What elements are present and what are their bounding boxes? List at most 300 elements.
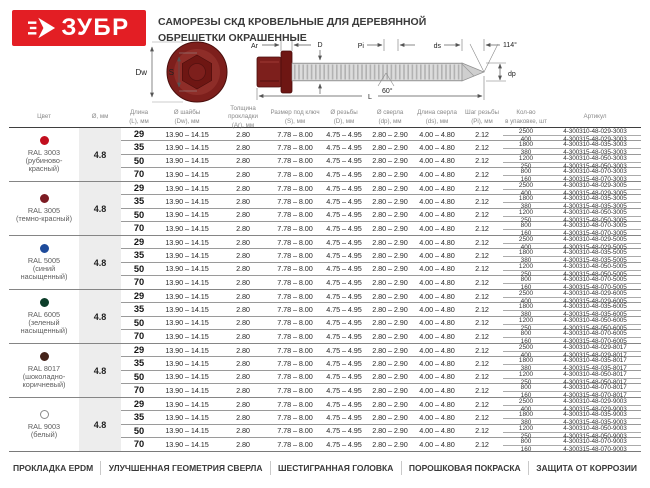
value-cell: 2.80 – 2.90 (372, 183, 408, 193)
article-cell: 4-300310-48-029-9003 (563, 398, 627, 405)
table-row (121, 209, 641, 222)
pack-row (503, 303, 641, 311)
value-cell: 4.00 – 4.80 (419, 372, 455, 382)
pack-row (503, 371, 641, 379)
color-swatch-dot (40, 298, 49, 307)
value-cell: 13.90 – 14.15 (165, 169, 209, 179)
header-line: Ø шайбы (173, 109, 201, 117)
value-cell: 2.12 (475, 412, 489, 422)
table-row (121, 411, 641, 427)
qty-cell: 1200 (518, 316, 534, 324)
feature-item: ПОРОШКОВАЯ ПОКРАСКА (408, 463, 521, 473)
ral-name: RAL 8017 (27, 363, 61, 373)
pack-row (503, 384, 641, 392)
qty-cell: 250 (520, 162, 532, 170)
article-cell: 4-300315-48-050-3003 (563, 162, 627, 170)
value-cell: 7.78 – 8.00 (277, 183, 313, 193)
value-cell: 13.90 – 14.15 (165, 183, 209, 193)
column-header (549, 113, 641, 121)
value-cell: 2.80 – 2.90 (372, 156, 408, 166)
value-cell: 2.80 – 2.90 (372, 345, 408, 355)
column-header (9, 113, 79, 121)
column-header (321, 109, 367, 125)
value-cell: 7.78 – 8.00 (277, 372, 313, 382)
value-cell: 4.75 – 4.95 (326, 183, 362, 193)
color-group (9, 181, 641, 235)
pack-cell (503, 182, 641, 197)
value-cell: 4.75 – 4.95 (326, 318, 362, 328)
pack-row (503, 290, 641, 298)
value-cell: 2.80 (236, 223, 250, 233)
pack-cell (503, 384, 641, 397)
table-row (121, 357, 641, 373)
length-cell: 29 (133, 345, 145, 356)
table-row (121, 303, 641, 319)
value-cell: 13.90 – 14.15 (165, 331, 209, 341)
table-row (121, 182, 641, 195)
pack-cell (503, 128, 641, 143)
value-cell: 4.75 – 4.95 (326, 223, 362, 233)
table-row (121, 222, 641, 235)
qty-cell: 1200 (518, 208, 534, 216)
value-cell: 4.00 – 4.80 (419, 196, 455, 206)
value-cell: 2.12 (475, 385, 489, 395)
value-cell: 4.75 – 4.95 (326, 439, 362, 449)
article-cell: 4-300315-48-035-8017 (563, 365, 627, 373)
ral-description: (шоколадно-коричневый) (22, 371, 66, 389)
qty-cell: 800 (520, 383, 532, 391)
value-cell: 2.80 – 2.90 (372, 277, 408, 287)
value-cell: 7.78 – 8.00 (277, 426, 313, 436)
value-cell: 7.78 – 8.00 (277, 250, 313, 260)
feature-divider (100, 461, 101, 475)
pack-row (503, 357, 641, 365)
header-line: Кол-во (516, 109, 536, 117)
color-group (9, 397, 641, 451)
value-cell: 2.80 – 2.90 (372, 291, 408, 301)
article-cell: 4-300310-48-070-9003 (563, 437, 627, 445)
article-cell: 4-300315-48-035-9003 (563, 419, 627, 427)
qty-cell: 800 (520, 437, 532, 445)
value-cell: 4.75 – 4.95 (326, 264, 362, 274)
value-cell: 13.90 – 14.15 (165, 223, 209, 233)
value-cell: 4.00 – 4.80 (419, 412, 455, 422)
dim-label-dw: Dw (135, 68, 147, 77)
value-cell: 2.80 (236, 277, 250, 287)
value-cell: 2.12 (475, 399, 489, 409)
color-swatch-dot (40, 244, 49, 253)
qty-cell: 160 (520, 175, 532, 183)
value-cell: 4.75 – 4.95 (326, 412, 362, 422)
table-row (121, 168, 641, 181)
value-cell: 2.80 (236, 358, 250, 368)
value-cell: 7.78 – 8.00 (277, 358, 313, 368)
pack-row (503, 209, 641, 217)
qty-cell: 400 (520, 244, 532, 251)
pack-row (503, 222, 641, 230)
qty-cell: 800 (520, 329, 532, 337)
length-cell: 70 (133, 331, 145, 342)
pack-cell (503, 141, 641, 157)
value-cell: 2.80 – 2.90 (372, 129, 408, 139)
pack-row (503, 446, 641, 453)
article-cell: 4-300315-48-050-3005 (563, 216, 627, 224)
page-header (0, 0, 650, 108)
column-header (461, 109, 503, 125)
qty-cell: 400 (520, 352, 532, 359)
screw-front-view (135, 42, 227, 102)
value-cell: 2.12 (475, 156, 489, 166)
feature-divider (270, 461, 271, 475)
pack-row (503, 195, 641, 203)
value-cell: 13.90 – 14.15 (165, 237, 209, 247)
value-cell: 2.80 (236, 196, 250, 206)
pack-cell (503, 236, 641, 251)
value-cell: 4.00 – 4.80 (419, 277, 455, 287)
qty-cell: 250 (520, 216, 532, 224)
value-cell: 13.90 – 14.15 (165, 412, 209, 422)
value-cell: 2.12 (475, 210, 489, 220)
value-cell: 7.78 – 8.00 (277, 385, 313, 395)
article-cell: 4-300310-48-070-5005 (563, 275, 627, 283)
value-cell: 7.78 – 8.00 (277, 291, 313, 301)
length-cell: 70 (133, 439, 145, 450)
value-cell: 2.80 – 2.90 (372, 412, 408, 422)
color-group (9, 289, 641, 343)
value-cell: 4.75 – 4.95 (326, 345, 362, 355)
value-cell: 7.78 – 8.00 (277, 304, 313, 314)
zubr-logo (12, 10, 146, 46)
article-cell: 4-300315-48-070-3005 (563, 229, 627, 237)
table-row (121, 438, 641, 451)
value-cell: 4.00 – 4.80 (419, 223, 455, 233)
value-cell: 4.75 – 4.95 (326, 385, 362, 395)
table-row (121, 317, 641, 330)
value-cell: 2.80 – 2.90 (372, 250, 408, 260)
value-cell: 7.78 – 8.00 (277, 129, 313, 139)
length-cell: 50 (133, 425, 145, 436)
ral-name: RAL 9003 (27, 421, 61, 431)
value-cell: 4.75 – 4.95 (326, 372, 362, 382)
dim-label-dp: dp (508, 71, 516, 78)
qty-cell: 400 (520, 136, 532, 143)
header-line: (S), мм (284, 117, 306, 125)
table-row (121, 425, 641, 438)
value-cell: 4.00 – 4.80 (419, 331, 455, 341)
qty-cell: 380 (520, 365, 532, 373)
value-cell: 2.80 (236, 345, 250, 355)
qty-cell: 160 (520, 229, 532, 237)
article-cell: 4-300310-48-029-3003 (563, 128, 627, 135)
ral-name: RAL 3005 (27, 205, 61, 215)
feature-item: ПРОКЛАДКА EPDM (13, 463, 94, 473)
group-rows (121, 398, 641, 451)
length-cell: 50 (133, 371, 145, 382)
value-cell: 2.80 (236, 169, 250, 179)
group-rows (121, 290, 641, 343)
article-cell: 4-300310-48-035-5005 (563, 249, 627, 257)
qty-cell: 160 (520, 283, 532, 291)
pack-cell (503, 262, 641, 278)
ral-description: (рубиново-красный) (25, 155, 63, 173)
group-rows (121, 128, 641, 181)
value-cell: 2.12 (475, 196, 489, 206)
value-cell: 4.00 – 4.80 (419, 183, 455, 193)
qty-cell: 1800 (518, 357, 534, 365)
article-cell: 4-300310-48-035-6005 (563, 303, 627, 311)
pack-cell (503, 222, 641, 235)
article-cell: 4-300310-48-035-9003 (563, 411, 627, 419)
qty-cell: 1200 (518, 424, 534, 432)
pack-cell (503, 303, 641, 319)
value-cell: 7.78 – 8.00 (277, 210, 313, 220)
color-cell (9, 236, 79, 289)
ral-name: RAL 3003 (27, 147, 61, 157)
value-cell: 2.12 (475, 358, 489, 368)
value-cell: 2.12 (475, 169, 489, 179)
header-line: Ø, мм (91, 113, 109, 121)
article-cell: 4-300315-48-029-9003 (563, 406, 627, 413)
qty-cell: 2500 (518, 290, 534, 297)
qty-cell: 400 (520, 298, 532, 305)
header-line: (D), мм (333, 117, 355, 125)
value-cell: 2.12 (475, 264, 489, 274)
value-cell: 13.90 – 14.15 (165, 372, 209, 382)
table-row (121, 290, 641, 303)
color-cell (9, 290, 79, 343)
value-cell: 7.78 – 8.00 (277, 142, 313, 152)
header-line: Толщина прокладки (228, 105, 258, 121)
article-cell: 4-300315-48-035-3005 (563, 203, 627, 211)
pack-row (503, 411, 641, 419)
value-cell: 2.80 – 2.90 (372, 358, 408, 368)
color-swatch-dot (40, 352, 49, 361)
value-cell: 2.80 (236, 237, 250, 247)
table-row (121, 398, 641, 411)
column-header (269, 109, 321, 125)
pack-row (503, 128, 641, 136)
value-cell: 2.80 – 2.90 (372, 264, 408, 274)
value-cell: 7.78 – 8.00 (277, 277, 313, 287)
value-cell: 2.80 – 2.90 (372, 426, 408, 436)
feature-item: ЗАЩИТА ОТ КОРРОЗИИ (536, 463, 637, 473)
header-line: (Ar), мм (231, 121, 255, 129)
value-cell: 2.80 – 2.90 (372, 372, 408, 382)
article-cell: 4-300310-48-070-6005 (563, 329, 627, 337)
pack-cell (503, 398, 641, 413)
length-cell: 35 (133, 412, 145, 423)
value-cell: 2.80 (236, 210, 250, 220)
pack-row (503, 236, 641, 244)
value-cell: 7.78 – 8.00 (277, 345, 313, 355)
value-cell: 2.80 (236, 304, 250, 314)
qty-cell: 2500 (518, 236, 534, 243)
article-cell: 4-300315-48-029-5005 (563, 244, 627, 251)
dim-label-l: L (368, 94, 372, 101)
value-cell: 13.90 – 14.15 (165, 196, 209, 206)
table-row (121, 330, 641, 343)
value-cell: 2.80 – 2.90 (372, 385, 408, 395)
header-line: Ø сверла (376, 109, 404, 117)
pack-cell (503, 357, 641, 373)
qty-cell: 400 (520, 190, 532, 197)
value-cell: 13.90 – 14.15 (165, 291, 209, 301)
value-cell: 4.00 – 4.80 (419, 169, 455, 179)
column-header (217, 105, 269, 129)
value-cell: 13.90 – 14.15 (165, 142, 209, 152)
value-cell: 2.80 (236, 412, 250, 422)
value-cell: 4.75 – 4.95 (326, 129, 362, 139)
value-cell: 2.12 (475, 372, 489, 382)
article-cell: 4-300315-48-070-3003 (563, 175, 627, 183)
qty-cell: 2500 (518, 344, 534, 351)
qty-cell: 1800 (518, 303, 534, 311)
length-cell: 29 (133, 399, 145, 410)
value-cell: 4.00 – 4.80 (419, 142, 455, 152)
pack-row (503, 182, 641, 190)
pack-row (503, 263, 641, 271)
spec-table (9, 105, 641, 453)
pack-cell (503, 208, 641, 224)
length-cell: 70 (133, 169, 145, 180)
pack-row (503, 276, 641, 284)
value-cell: 2.80 (236, 156, 250, 166)
article-cell: 4-300310-48-050-3005 (563, 208, 627, 216)
column-header (79, 113, 121, 121)
qty-cell: 160 (520, 445, 532, 453)
article-cell: 4-300310-48-035-8017 (563, 357, 627, 365)
table-row (121, 128, 641, 141)
value-cell: 4.75 – 4.95 (326, 399, 362, 409)
column-header (157, 109, 217, 125)
diameter-cell: 4.8 (79, 236, 121, 289)
diameter-cell: 4.8 (79, 128, 121, 181)
qty-cell: 800 (520, 167, 532, 175)
value-cell: 2.12 (475, 439, 489, 449)
value-cell: 2.12 (475, 250, 489, 260)
length-cell: 50 (133, 155, 145, 166)
article-cell: 4-300310-48-050-9003 (563, 424, 627, 432)
feature-divider (401, 461, 402, 475)
length-cell: 50 (133, 209, 145, 220)
value-cell: 7.78 – 8.00 (277, 439, 313, 449)
dim-label-s: S (168, 68, 174, 77)
feature-item: ШЕСТИГРАННАЯ ГОЛОВКА (278, 463, 394, 473)
value-cell: 2.12 (475, 331, 489, 341)
length-cell: 70 (133, 277, 145, 288)
pack-cell (503, 316, 641, 332)
color-cell (9, 344, 79, 397)
value-cell: 2.80 (236, 291, 250, 301)
pack-row (503, 141, 641, 149)
value-cell: 2.80 – 2.90 (372, 331, 408, 341)
qty-cell: 380 (520, 149, 532, 157)
value-cell: 7.78 – 8.00 (277, 156, 313, 166)
dim-label-d: D (317, 42, 323, 49)
value-cell: 4.75 – 4.95 (326, 196, 362, 206)
qty-cell: 2500 (518, 398, 534, 405)
article-cell: 4-300315-48-050-9003 (563, 432, 627, 440)
value-cell: 13.90 – 14.15 (165, 156, 209, 166)
pack-cell (503, 276, 641, 289)
qty-cell: 160 (520, 337, 532, 345)
dim-label-114: 114° (503, 42, 517, 49)
value-cell: 2.80 – 2.90 (372, 142, 408, 152)
column-header (503, 109, 549, 125)
ral-description: (синий насыщенный) (20, 263, 68, 281)
value-cell: 7.78 – 8.00 (277, 264, 313, 274)
ral-name: RAL 6005 (27, 309, 61, 319)
article-cell: 4-300315-48-070-5005 (563, 283, 627, 291)
value-cell: 7.78 – 8.00 (277, 196, 313, 206)
diameter-cell: 4.8 (79, 344, 121, 397)
color-cell (9, 128, 79, 181)
qty-cell: 1800 (518, 141, 534, 149)
value-cell: 13.90 – 14.15 (165, 129, 209, 139)
color-swatch-dot (40, 410, 49, 419)
table-row (121, 276, 641, 289)
value-cell: 2.80 – 2.90 (372, 223, 408, 233)
pack-cell (503, 370, 641, 386)
value-cell: 2.80 – 2.90 (372, 210, 408, 220)
length-cell: 35 (133, 196, 145, 207)
value-cell: 4.75 – 4.95 (326, 156, 362, 166)
value-cell: 7.78 – 8.00 (277, 399, 313, 409)
value-cell: 4.00 – 4.80 (419, 345, 455, 355)
value-cell: 2.80 (236, 142, 250, 152)
length-cell: 50 (133, 317, 145, 328)
article-cell: 4-300315-48-070-9003 (563, 445, 627, 453)
screw-side-view (251, 39, 517, 101)
value-cell: 2.12 (475, 318, 489, 328)
value-cell: 13.90 – 14.15 (165, 264, 209, 274)
value-cell: 2.12 (475, 129, 489, 139)
ral-description: (темно-красный) (15, 213, 73, 223)
value-cell: 4.75 – 4.95 (326, 250, 362, 260)
value-cell: 2.80 (236, 331, 250, 341)
value-cell: 4.00 – 4.80 (419, 264, 455, 274)
value-cell: 4.00 – 4.80 (419, 291, 455, 301)
pack-cell (503, 290, 641, 305)
value-cell: 4.00 – 4.80 (419, 439, 455, 449)
header-line: Артикул (583, 113, 607, 121)
qty-cell: 160 (520, 391, 532, 399)
article-cell: 4-300310-48-035-3003 (563, 141, 627, 149)
article-cell: 4-300310-48-050-8017 (563, 370, 627, 378)
diameter-cell: 4.8 (79, 290, 121, 343)
value-cell: 13.90 – 14.15 (165, 385, 209, 395)
dim-label-ar: Ar (251, 43, 258, 50)
column-header (413, 109, 461, 125)
qty-cell: 2500 (518, 128, 534, 135)
ral-description: (белый) (30, 429, 58, 439)
value-cell: 4.75 – 4.95 (326, 210, 362, 220)
qty-cell: 250 (520, 324, 532, 332)
length-cell: 50 (133, 263, 145, 274)
color-swatch-dot (40, 194, 49, 203)
article-cell: 4-300315-48-050-6005 (563, 324, 627, 332)
value-cell: 2.12 (475, 277, 489, 287)
table-row (121, 155, 641, 168)
pack-cell (503, 411, 641, 427)
zubr-arrow-icon (28, 15, 56, 41)
length-cell: 70 (133, 385, 145, 396)
pack-cell (503, 154, 641, 170)
color-group (9, 235, 641, 289)
length-cell: 35 (133, 250, 145, 261)
header-line: Размер под ключ (270, 109, 320, 117)
value-cell: 2.80 – 2.90 (372, 399, 408, 409)
